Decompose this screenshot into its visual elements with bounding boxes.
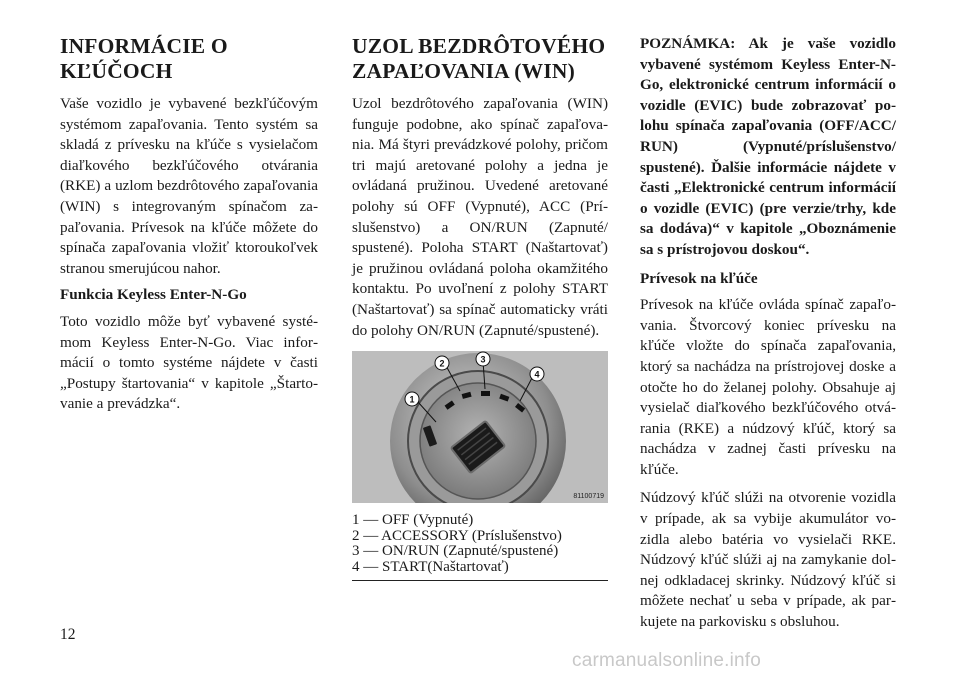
- svg-text:3: 3: [480, 354, 486, 365]
- subheading-keyless-enter-n-go: Funkcia Keyless Enter-N-Go: [60, 286, 247, 304]
- subheading-key-fob: [640, 269, 896, 290]
- ignition-switch-figure: [352, 351, 608, 503]
- section-title-win: UZOL BEZDRÔTOVÉHO ZAPAĽOVANIA (WIN): [352, 34, 606, 83]
- legend-divider: [352, 580, 608, 581]
- paragraph-emergency-key: Núdzový kľúč slúži na otvorenie vozidla v prípade, ak sa vybije akumulátor vozidla alebo batéria vo vysielači RKE. Núdzový kľúč slúži aj na zamykanie dolnej odkladacej skrinky. Núdzový kľúč si môžete nechať u seba v prípade, ak parkujete na parkovisku s obsluhou.: [640, 489, 896, 631]
- column-right: [640, 34, 896, 633]
- paragraph-enter-n-go: Toto vozidlo môže byť vybavené systémom Keyless Enter-N-Go. Viac informácií o tomto systéme nájdete v časti „Postupy štartovania“ v kapitole „Štartovanie a prevádzka“.: [60, 312, 318, 413]
- svg-text:1: 1: [409, 394, 415, 405]
- note-paragraph: POZNÁMKA: Ak je vaše vozidlo vybavené systémom Keyless Enter-N-Go, elektronické centrum informácií o vozidle (EVIC) bude zobrazovať polohu spínača zapaľovania (OFF/ACC/ RUN) (Vypnuté/príslušenstvo/ spustené). Ďalšie informácie nájdete v časti „Elektronické centrum informácií o vozidle (EVIC) (pre verzie/trhy, kde sa dodáva)“ v kapitole „Oboznámenie sa s prístrojovou doskou“.: [640, 35, 896, 258]
- subheading-key-fob-text: Prívesok na kľúče: [640, 269, 758, 287]
- legend-item: 3 — ON/RUN (Zapnuté/spustené): [352, 543, 559, 560]
- paragraph-keyless-system: Vaše vozidlo je vybavené bezkľúčovým systémom zapaľovania. Tento systém sa skladá z prívesku na kľúče s vysielačom diaľkového bezkľúčového otvárania (RKE) a uzlom bezdrôtového zapaľovania (WIN) s integrovaným spínačom zapaľovania. Prívesok na kľúče môžete do spínača zapaľovania vložiť ktoroukoľvek stranou smerujúcou nahor.: [60, 95, 318, 277]
- callout-1: [405, 392, 419, 406]
- page-number: 12: [60, 626, 76, 643]
- figure-code: 81100719: [573, 493, 604, 501]
- callout-4: [530, 367, 544, 381]
- paragraph-key-fob: Prívesok na kľúče ovláda spínač zapaľovania. Štvorcový koniec prívesku na kľúče vložte do spínača zapaľovania, ktorý sa nachádza na prístrojovej doske a otočte ho do želanej polohy. Obsahuje aj vysielač diaľkového bezkľúčového otvárania (RKE) a núdzový kľúč, ktorý sa nachádza v zadnej časti prívesku na kľúče.: [640, 296, 896, 478]
- section-title-key-info: INFORMÁCIE O KĽÚČOCH: [60, 34, 228, 83]
- legend-item: 1 — OFF (Vypnuté): [352, 512, 474, 529]
- svg-text:2: 2: [439, 358, 445, 369]
- column-left: [60, 34, 318, 415]
- svg-text:4: 4: [534, 369, 540, 380]
- paragraph-win-description: Uzol bezdrôtového zapaľovania (WIN) funguje podobne, ako spínač zapaľovania. Má štyri prevádzkové polohy, pričom tri majú aretované polohy a jedna je ovládaná pružinou. Uvedené aretované polohy sú OFF (Vypnuté), ACC (Príslušenstvo) a ON/RUN (Zapnuté/ spustené). Poloha START (Naštartovať) je pružinou ovládaná poloha okamžitého kontaktu. Po uvoľnení z polohy START (Naštartovať) sa spínač automaticky vráti do polohy ON/RUN (Zapnuté/spustené).: [352, 95, 608, 339]
- callout-3: [476, 352, 490, 366]
- legend-item: 2 — ACCESSORY (Príslušenstvo): [352, 527, 562, 544]
- callout-2: [435, 356, 449, 370]
- figure-legend: [352, 513, 608, 575]
- legend-item: 4 — START(Naštartovať): [352, 558, 509, 575]
- ignition-switch-illustration: [352, 351, 608, 503]
- watermark: carmanualsonline.info: [572, 650, 762, 671]
- column-middle: [352, 34, 608, 581]
